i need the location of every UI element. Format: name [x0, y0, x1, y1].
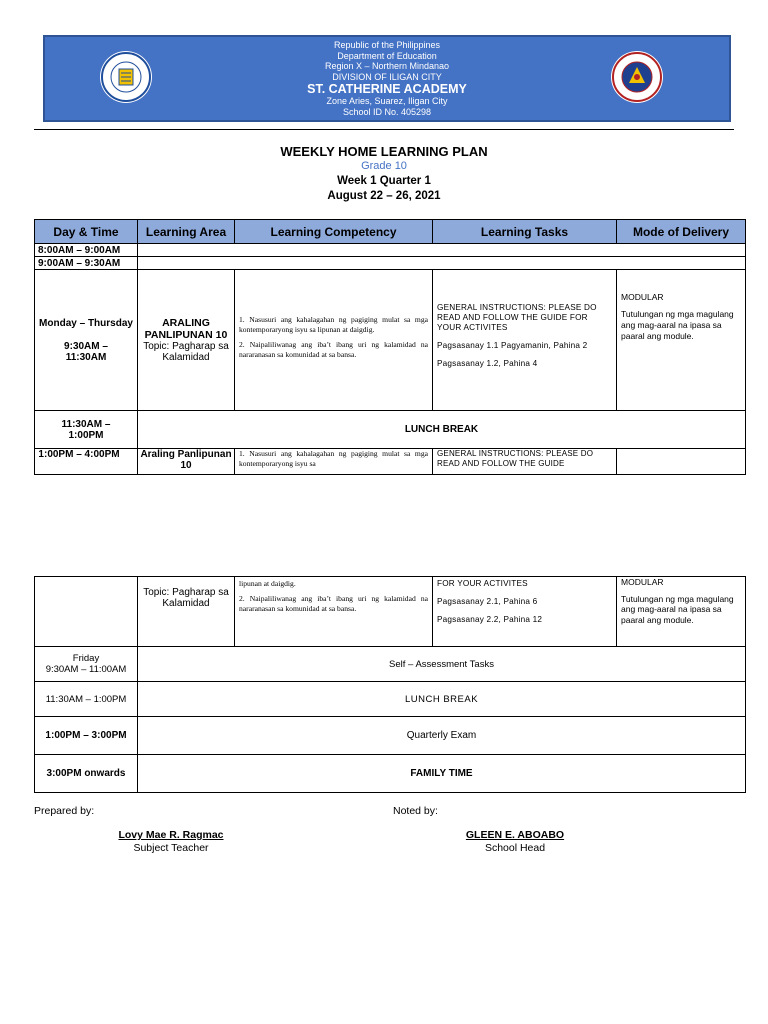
- task-item: Pagsasanay 2.1, Pahina 6: [437, 597, 538, 606]
- task-item: Pagsasanay 2.2, Pahina 12: [437, 615, 543, 624]
- mode-cell: [617, 577, 746, 647]
- deped-text: Department of Education: [337, 50, 437, 61]
- school-header-banner: [43, 35, 731, 122]
- area-title: ARALING PANLIPUNAN 10: [144, 317, 228, 341]
- mode-title: MODULAR: [621, 577, 664, 587]
- division-text: DIVISION OF ILIGAN CITY: [332, 71, 442, 82]
- header-mode-of-delivery: Mode of Delivery: [617, 220, 746, 244]
- lunch-break-cell: LUNCH BREAK: [138, 682, 746, 717]
- time-cell: 11:30AM – 1:00PM: [35, 682, 138, 717]
- region-text: Region X – Northern Mindanao: [324, 61, 450, 71]
- date-range: August 22 – 26, 2021: [327, 190, 441, 202]
- head-signature: [440, 829, 590, 855]
- competency-cell: [235, 577, 433, 647]
- competency-item: 2. Naipaliliwanag ang iba’t ibang uri ng kalamidad na nararanasan sa komunidad at sa bansa.: [239, 340, 428, 359]
- tasks-cell: [433, 270, 617, 411]
- competency-item: lipunan at daigdig.: [239, 579, 296, 588]
- tasks-cell: [433, 577, 617, 647]
- lunch-break-cell: LUNCH BREAK: [138, 411, 746, 449]
- task-instructions: FOR YOUR ACTIVITES: [437, 579, 528, 588]
- task-item: Pagsasanay 1.1 Pagyamanin, Pahina 2: [437, 341, 588, 350]
- table-row: [35, 270, 746, 411]
- day-label: Friday: [72, 653, 100, 664]
- time-label: 9:30AM – 11:00AM: [45, 664, 127, 675]
- time-cell: 9:00AM – 9:30AM: [35, 257, 138, 270]
- family-time-cell: FAMILY TIME: [138, 755, 746, 793]
- area-topic: Topic: Pagharap sa Kalamidad: [143, 341, 229, 363]
- table-row: [35, 755, 746, 793]
- learning-plan-table: [34, 219, 746, 475]
- competency-item: 1. Nasusuri ang kahalagahan ng pagiging mulat sa mga kontemporaryong isyu sa lipunan at daigdig.: [239, 315, 428, 334]
- day-time-cell: [35, 647, 138, 682]
- republic-text: Republic of the Philippines: [333, 40, 441, 50]
- time-cell: 8:00AM – 9:00AM: [35, 244, 138, 257]
- plan-title: WEEKLY HOME LEARNING PLAN: [280, 144, 488, 159]
- header-learning-area: Learning Area: [138, 220, 235, 244]
- table-row: [35, 257, 746, 270]
- competency-cell: [235, 270, 433, 411]
- time-cell: 1:00PM – 4:00PM: [35, 449, 138, 475]
- tasks-cell: GENERAL INSTRUCTIONS: PLEASE DO READ AND FOLLOW THE GUIDE: [433, 449, 617, 475]
- grade-label: Grade 10: [361, 160, 407, 172]
- teacher-name: Lovy Mae R. Ragmac: [118, 829, 224, 841]
- empty-cell: [138, 244, 746, 257]
- learning-area-cell: Araling Panlipunan 10: [138, 449, 235, 475]
- table-row: [35, 244, 746, 257]
- head-role: School Head: [484, 842, 546, 854]
- school-id: School ID No. 405298: [342, 106, 432, 117]
- time-cell: 11:30AM – 1:00PM: [35, 411, 138, 449]
- noted-by-label: Noted by:: [393, 805, 438, 817]
- head-name: GLEEN E. ABOABO: [465, 829, 565, 841]
- empty-cell: [138, 257, 746, 270]
- empty-cell: [35, 577, 138, 647]
- teacher-role: Subject Teacher: [133, 842, 209, 854]
- prepared-by-label: Prepared by:: [34, 805, 95, 817]
- header-learning-tasks: Learning Tasks: [433, 220, 617, 244]
- header-divider: [34, 129, 734, 130]
- header-day-time: Day & Time: [35, 220, 138, 244]
- table-header-row: [35, 220, 746, 244]
- area-topic: Topic: Pagharap sa Kalamidad: [138, 577, 235, 647]
- task-item: Pagsasanay 1.2, Pahina 4: [437, 359, 538, 368]
- mode-description: Tutulungan ng mga magulang ang mag-aaral na ipasa sa paaral ang module.: [621, 593, 734, 625]
- time-label: 9:30AM – 11:30AM: [64, 340, 108, 363]
- exam-cell: Quarterly Exam: [138, 717, 746, 755]
- table-row: [35, 411, 746, 449]
- day-time-cell: [35, 270, 138, 411]
- learning-area-cell: [138, 270, 235, 411]
- header-learning-competency: Learning Competency: [235, 220, 433, 244]
- school-name: ST. CATHERINE ACADEMY: [307, 82, 467, 96]
- mode-cell: [617, 449, 746, 475]
- competency-cell: 1. Nasusuri ang kahalagahan ng pagiging mulat sa mga kontemporaryong isyu sa: [235, 449, 433, 475]
- competency-item: 2. Naipaliliwanag ang iba’t ibang uri ng kalamidad na nararanasan sa komunidad at sa bansa.: [239, 594, 428, 613]
- mode-title: MODULAR: [621, 292, 664, 302]
- assessment-cell: Self – Assessment Tasks: [138, 647, 746, 682]
- learning-plan-table-continued: [34, 576, 746, 793]
- school-address: Zone Aries, Suarez, Iligan City: [326, 96, 448, 106]
- task-instructions: GENERAL INSTRUCTIONS: PLEASE DO READ AND FOLLOW THE GUIDE FOR YOUR ACTIVITES: [437, 303, 597, 332]
- mode-cell: [617, 270, 746, 411]
- table-row: [35, 577, 746, 647]
- mode-description: Tutulungan ng mga magulang ang mag-aaral na ipasa sa paaral ang module.: [621, 309, 734, 341]
- table-row: [35, 647, 746, 682]
- table-row: [35, 717, 746, 755]
- week-label: Week 1 Quarter 1: [337, 175, 431, 187]
- day-label: Monday – Thursday: [39, 317, 133, 329]
- table-row: [35, 449, 746, 475]
- time-cell: 1:00PM – 3:00PM: [35, 717, 138, 755]
- table-row: [35, 682, 746, 717]
- teacher-signature: [96, 829, 246, 855]
- time-cell: 3:00PM onwards: [35, 755, 138, 793]
